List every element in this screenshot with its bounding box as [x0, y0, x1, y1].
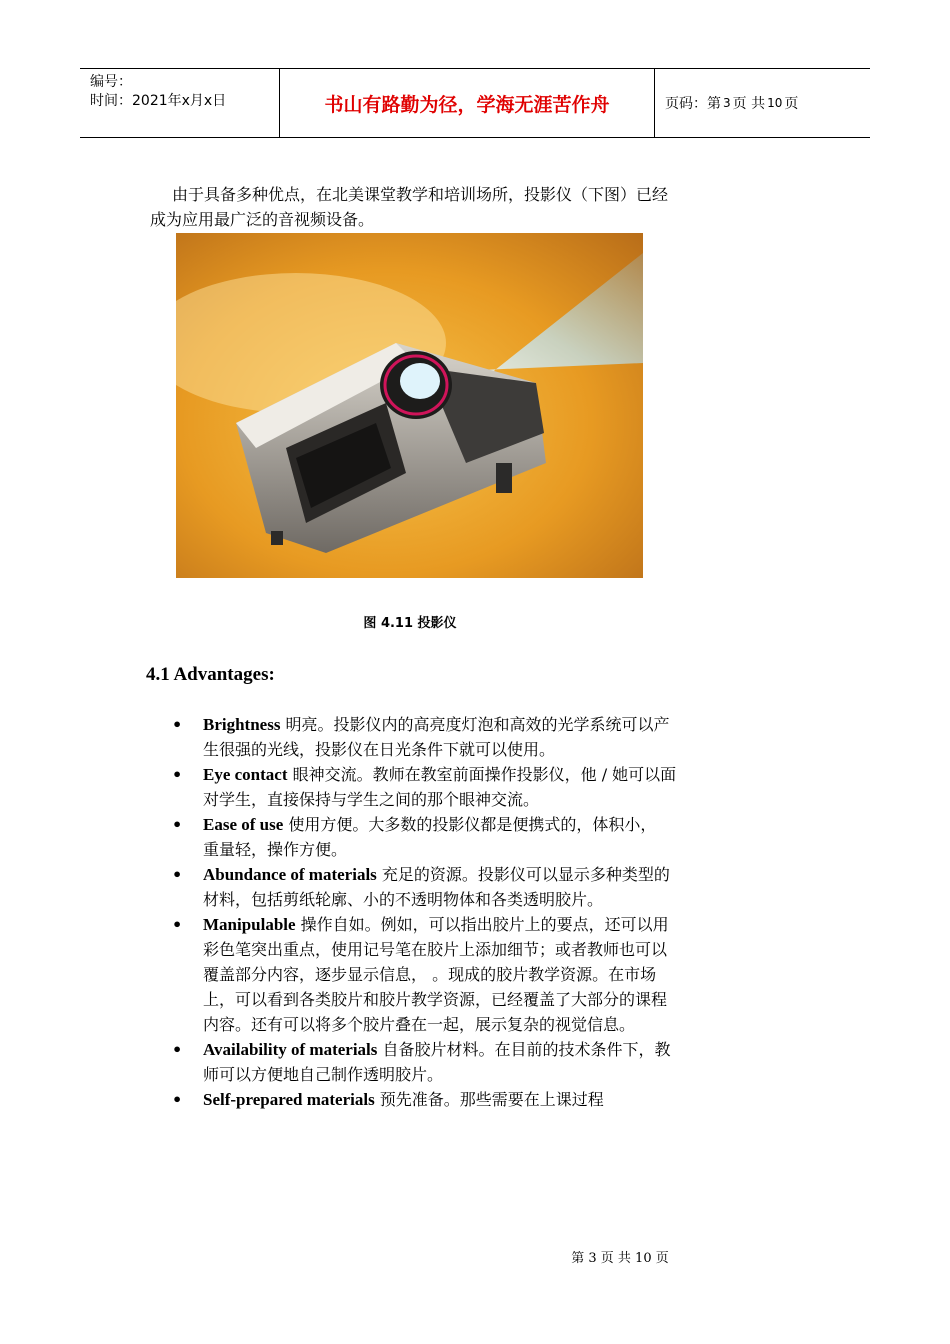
section-heading: 4.1 Advantages:	[146, 664, 275, 685]
intro-paragraph	[150, 182, 670, 232]
page-mid: 页 共	[732, 96, 766, 112]
list-item	[172, 812, 677, 862]
header-motto: 书山有路勤为径，学海无涯苦作舟	[280, 69, 655, 137]
advantage-term: Ease of use	[203, 815, 284, 834]
advantage-text: 预先准备。那些需要在上课过程	[374, 1090, 604, 1109]
advantage-term: Eye contact	[203, 765, 288, 784]
advantage-text: 眼神交流。教师在教室前面操作投影仪，他 / 她可以面对学生，直接保持与学生之间的那个眼神交流。	[203, 765, 677, 809]
page-prefix: 页码：第	[665, 96, 721, 112]
advantage-text: 自备胶片材料。在目前的技术条件下，教师可以方便地自己制作透明胶片。	[203, 1040, 671, 1084]
advantage-term: Self-prepared materials	[203, 1090, 375, 1109]
page-current: 3	[723, 96, 731, 110]
advantage-term: Brightness	[203, 715, 281, 734]
list-item	[172, 1037, 677, 1087]
advantage-term: Availability of materials	[203, 1040, 378, 1059]
bullet-icon: •	[172, 865, 183, 884]
advantage-text: 充足的资源。投影仪可以显示多种类型的材料，包括剪纸轮廓、小的不透明物体和各类透明胶片。	[203, 865, 670, 909]
page-header	[80, 68, 870, 138]
advantage-text: 使用方便。大多数的投影仪都是便携式的，体积小， 重量轻，操作方便。	[203, 815, 657, 859]
header-meta	[80, 69, 280, 137]
page-footer: 第 3 页 共 10 页	[571, 1251, 669, 1266]
list-item	[172, 1087, 677, 1112]
number-label: 编号：	[90, 74, 132, 90]
list-item	[172, 712, 677, 762]
list-item	[172, 912, 677, 1037]
bullet-icon: •	[172, 715, 183, 734]
advantage-text: 明亮。投影仪内的高亮度灯泡和高效的光学系统可以产生很强的光线，投影仪在日光条件下就可以使用。	[203, 715, 670, 759]
bullet-icon: •	[172, 915, 183, 934]
list-item	[172, 862, 677, 912]
bullet-icon: •	[172, 1040, 183, 1059]
bullet-icon: •	[172, 815, 183, 834]
advantages-list	[172, 712, 677, 1112]
list-item	[172, 762, 677, 812]
time-label: 时间：2021年x月x日	[90, 93, 227, 109]
bullet-icon: •	[172, 1090, 183, 1109]
bullet-icon: •	[172, 765, 183, 784]
advantage-term: Abundance of materials	[203, 865, 377, 884]
projector-photo	[176, 233, 643, 578]
advantage-term: Manipulable	[203, 915, 296, 934]
page-suffix: 页	[784, 96, 799, 112]
page-total: 10	[767, 96, 783, 110]
header-page-info	[655, 69, 870, 137]
figure-caption: 图 4.11 投影仪	[363, 616, 457, 631]
projector-photo-icon	[176, 233, 643, 578]
intro-text: 由于具备多种优点，在北美课堂教学和培训场所，投影仪（下图）已经成为应用最广泛的音视频设备。	[150, 185, 669, 229]
advantage-text: 操作自如。例如，可以指出胶片上的要点，还可以用彩色笔突出重点，使用记号笔在胶片上添加细节；或者教师也可以覆盖部分内容，逐步显示信息， 。现成的胶片教学资源。在市场上，可以看到各类胶片和胶片教学资源，已经覆盖了大部分的课程内容。还有可以将多个胶片叠在一起，展示复杂的视觉信息。	[203, 915, 669, 1034]
